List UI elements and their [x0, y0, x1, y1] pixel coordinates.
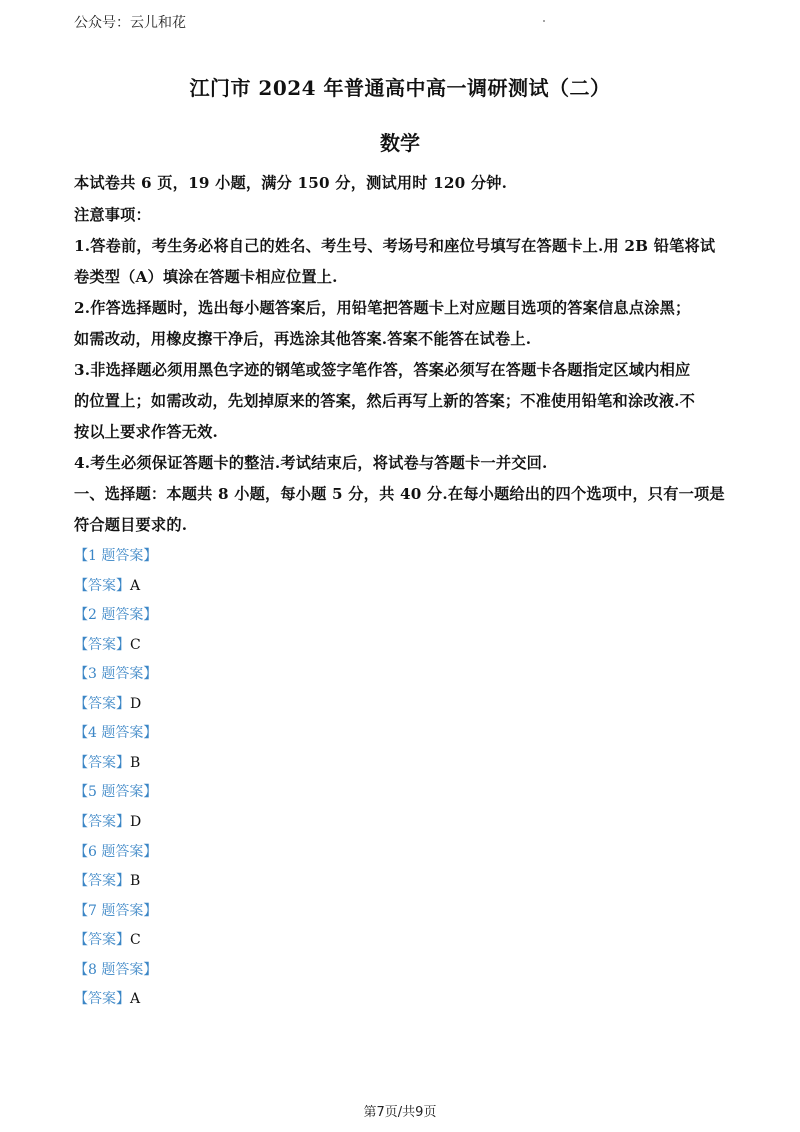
- answer-label: 答案: [88, 578, 116, 594]
- answer-label: 答案: [88, 873, 116, 889]
- close-bracket: 】: [143, 607, 158, 623]
- notice-line: 的位置上；如需改动，先划掉原来的答案，然后再写上新的答案；不准使用铅笔和涂改液.不: [74, 392, 695, 410]
- question-answer-header: [74, 545, 157, 565]
- close-bracket: 】: [116, 932, 130, 948]
- question-label: 1 题答案: [88, 548, 144, 564]
- question-answer-header: [74, 841, 157, 861]
- notice-line: 按以上要求作答无效.: [74, 423, 218, 441]
- close-bracket: 】: [143, 725, 158, 741]
- close-bracket: 】: [143, 962, 158, 978]
- stray-dot: [543, 20, 545, 22]
- notice-line: 4.考生必须保证答题卡的整洁.考试结束后，将试卷与答题卡一并交回.: [74, 454, 548, 472]
- close-bracket: 】: [116, 637, 130, 653]
- notice-line: 3.非选择题必须用黑色字迹的钢笔或签字笔作答，答案必须写在答题卡各题指定区域内相应: [74, 361, 691, 379]
- question-answer-header: [74, 959, 157, 979]
- question-answer-header: [74, 604, 157, 624]
- open-bracket: 【: [74, 666, 88, 682]
- close-bracket: 】: [116, 755, 130, 771]
- close-bracket: 】: [143, 784, 158, 800]
- close-bracket: 】: [143, 844, 158, 860]
- answer-row: [74, 752, 140, 772]
- answer-row: [74, 575, 140, 595]
- section-heading-line: 符合题目要求的.: [74, 516, 188, 534]
- answer-value: A: [130, 991, 141, 1007]
- open-bracket: 【: [74, 873, 88, 889]
- open-bracket: 【: [74, 903, 88, 919]
- answer-row: [74, 634, 141, 654]
- close-bracket: 】: [143, 903, 158, 919]
- question-label: 3 题答案: [88, 666, 144, 682]
- open-bracket: 【: [74, 637, 88, 653]
- section-heading-line: 一、选择题：本题共 8 小题，每小题 5 分，共 40 分.在每小题给出的四个选项中，只有一项是: [74, 485, 725, 503]
- answer-row: [74, 870, 140, 890]
- notice-line: 如需改动，用橡皮擦干净后，再选涂其他答案.答案不能答在试卷上.: [74, 330, 532, 348]
- close-bracket: 】: [116, 578, 130, 594]
- answer-row: [74, 811, 141, 831]
- notice-line: 2.作答选择题时，选出每小题答案后，用铅笔把答题卡上对应题目选项的答案信息点涂黑；: [74, 299, 691, 317]
- document-title: 江门市 2024 年普通高中高一调研测试（二）: [189, 76, 611, 100]
- close-bracket: 】: [116, 696, 130, 712]
- close-bracket: 】: [143, 666, 158, 682]
- answer-row: [74, 988, 140, 1008]
- notice-line: 1.答卷前，考生务必将自己的姓名、考生号、考场号和座位号填写在答题卡上.用 2B 铅笔将试: [74, 237, 716, 255]
- watermark-text: 公众号：云儿和花: [74, 15, 186, 31]
- answer-row: [74, 929, 141, 949]
- answer-value: B: [130, 755, 141, 771]
- open-bracket: 【: [74, 932, 88, 948]
- open-bracket: 【: [74, 814, 88, 830]
- open-bracket: 【: [74, 548, 88, 564]
- question-label: 2 题答案: [88, 607, 144, 623]
- open-bracket: 【: [74, 784, 88, 800]
- open-bracket: 【: [74, 607, 88, 623]
- answer-label: 答案: [88, 637, 116, 653]
- close-bracket: 】: [116, 814, 130, 830]
- answer-value: D: [130, 814, 142, 830]
- intro-line: 本试卷共 6 页，19 小题，满分 150 分，测试用时 120 分钟.: [74, 174, 508, 192]
- open-bracket: 【: [74, 962, 88, 978]
- answer-value: B: [130, 873, 141, 889]
- question-answer-header: [74, 781, 157, 801]
- answer-value: D: [130, 696, 142, 712]
- notice-heading: 注意事项：: [74, 206, 151, 224]
- question-answer-header: [74, 900, 157, 920]
- notice-line: 卷类型（A）填涂在答题卡相应位置上.: [74, 268, 338, 286]
- subject-heading: 数学: [380, 131, 420, 155]
- answer-label: 答案: [88, 932, 116, 948]
- answer-value: A: [130, 578, 141, 594]
- question-label: 4 题答案: [88, 725, 144, 741]
- answer-value: C: [130, 637, 141, 653]
- page-number: 第7页/共9页: [363, 1105, 437, 1120]
- answer-label: 答案: [88, 991, 116, 1007]
- answer-value: C: [130, 932, 141, 948]
- open-bracket: 【: [74, 578, 88, 594]
- open-bracket: 【: [74, 725, 88, 741]
- open-bracket: 【: [74, 844, 88, 860]
- question-answer-header: [74, 663, 157, 683]
- close-bracket: 】: [116, 873, 130, 889]
- open-bracket: 【: [74, 696, 88, 712]
- answer-label: 答案: [88, 696, 116, 712]
- question-label: 8 题答案: [88, 962, 144, 978]
- question-label: 5 题答案: [88, 784, 144, 800]
- answer-label: 答案: [88, 814, 116, 830]
- answer-label: 答案: [88, 755, 116, 771]
- open-bracket: 【: [74, 991, 88, 1007]
- question-label: 7 题答案: [88, 903, 144, 919]
- close-bracket: 】: [143, 548, 158, 564]
- question-answer-header: [74, 722, 157, 742]
- answer-row: [74, 693, 141, 713]
- open-bracket: 【: [74, 755, 88, 771]
- question-label: 6 题答案: [88, 844, 144, 860]
- close-bracket: 】: [116, 991, 130, 1007]
